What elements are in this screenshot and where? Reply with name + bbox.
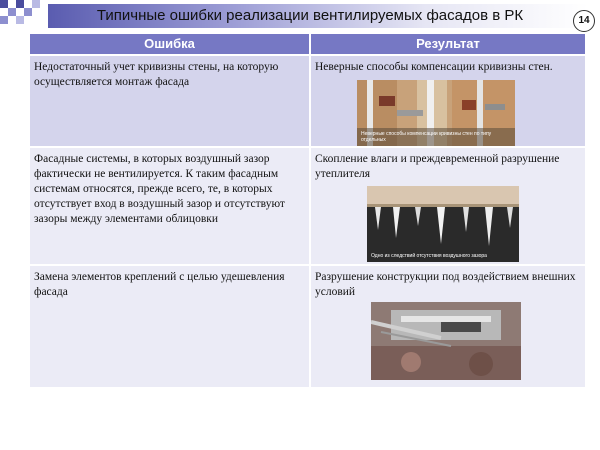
result-text: Неверные способы компенсации кривизны стен. (315, 61, 553, 73)
page-number-badge: 14 (573, 10, 595, 32)
table-row (30, 146, 585, 264)
wall-brackets-photo (357, 80, 515, 146)
icicles-photo (367, 186, 519, 262)
error-text: Недостаточный учет кривизны стены, на которую осуществляется монтаж фасада (34, 61, 279, 88)
result-cell (311, 56, 585, 146)
photo-caption: Одно из следствий отсутствия воздушного зазора (371, 253, 487, 259)
table-row (30, 264, 585, 387)
result-cell (311, 148, 585, 264)
header-result: Результат (311, 34, 585, 54)
decorative-checker-icon (0, 0, 48, 24)
error-cell (30, 148, 311, 264)
result-cell (311, 266, 585, 387)
error-cell (30, 56, 311, 146)
errors-table (30, 34, 585, 387)
slide-title: Типичные ошибки реализации вентилируемых фасадов в РК (96, 7, 524, 24)
error-text: Замена элементов креплений с целью удешевления фасада (34, 271, 285, 298)
header-error: Ошибка (30, 34, 311, 54)
table-header (30, 34, 585, 54)
result-text: Скопление влаги и преждевременной разрушение утеплителя (315, 153, 560, 180)
error-text: Фасадные системы, в которых воздушный зазор фактически не вентилируется. К таким фасадным системам относятся, прежде всего, те, в которых отсутствует вход в воздушный зазор и отсутствуют зазоры между элементами облицовки (34, 153, 285, 225)
table-row (30, 54, 585, 146)
photo-caption: Неверные способы компенсации кривизны стен по типу отдельных (361, 131, 492, 143)
error-cell (30, 266, 311, 387)
result-text: Разрушение конструкции под воздействием внешних условий (315, 271, 576, 298)
damaged-fixing-photo (371, 302, 521, 380)
